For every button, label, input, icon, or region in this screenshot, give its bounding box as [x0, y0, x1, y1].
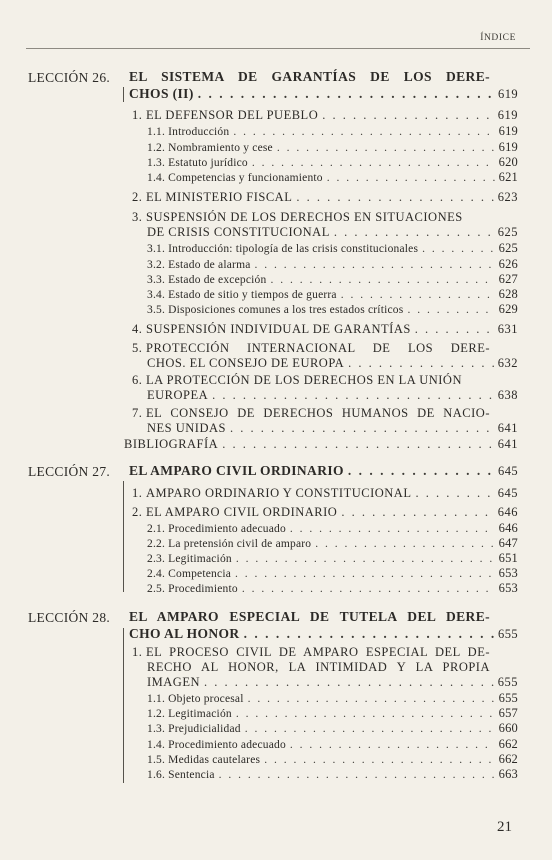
- lesson-title-cont: CHOS (II): [129, 86, 194, 101]
- page-ref: 619: [498, 87, 518, 101]
- entry-number: 3.2.: [147, 259, 166, 271]
- entry-number: 1.3.: [147, 723, 166, 735]
- dot-leader: [296, 190, 493, 205]
- page-ref: 632: [497, 356, 518, 370]
- dot-leader: [255, 258, 495, 273]
- entry-title-cont: NES UNIDAS: [147, 421, 226, 435]
- entry-number: 2.: [132, 190, 143, 204]
- entry-title: EL MINISTERIO FISCAL: [146, 190, 293, 204]
- entry-title: Procedimiento adecuado: [168, 739, 286, 751]
- entry-title: Legitimación: [168, 708, 232, 720]
- toc-entry[interactable]: [132, 341, 490, 356]
- toc-row[interactable]: [147, 737, 518, 753]
- entry-title: Estado de excepción: [168, 274, 267, 286]
- entry-title-cont: CHOS. EL CONSEJO DE EUROPA: [147, 356, 345, 370]
- toc-row[interactable]: [147, 225, 518, 240]
- dot-leader: [341, 288, 495, 303]
- toc-row[interactable]: [147, 706, 518, 722]
- dot-leader: [348, 463, 494, 478]
- dot-leader: [222, 437, 494, 452]
- page-ref: 662: [498, 752, 518, 766]
- entry-number: 2.5.: [147, 583, 166, 595]
- entry-number: 2.3.: [147, 553, 166, 565]
- lesson-title: EL AMPARO CIVIL ORDINARIO: [129, 463, 344, 478]
- entry-number: 3.: [132, 210, 143, 224]
- entry-number: 1.: [132, 645, 143, 659]
- entry-title: Objeto procesal: [168, 693, 244, 705]
- dot-leader: [270, 273, 494, 288]
- dot-leader: [415, 486, 493, 501]
- toc-row[interactable]: [147, 388, 518, 403]
- toc-row[interactable]: [129, 86, 518, 102]
- dot-leader: [334, 225, 494, 240]
- entry-number: 3.3.: [147, 274, 166, 286]
- page-ref: 660: [498, 721, 518, 735]
- entry-title: Medidas cautelares: [168, 754, 261, 766]
- entry-number: 1.1.: [147, 126, 166, 138]
- dot-leader: [236, 707, 495, 722]
- entry-number: 3.4.: [147, 289, 166, 301]
- toc-row[interactable]: [147, 521, 518, 537]
- toc-row[interactable]: [147, 272, 518, 288]
- entry-number: 3.5.: [147, 304, 166, 316]
- page-ref: 663: [498, 767, 518, 781]
- entry-number: 1.: [132, 108, 143, 122]
- entry-number: 2.: [132, 505, 143, 519]
- toc-row[interactable]: [147, 767, 518, 783]
- dot-leader: [322, 108, 494, 123]
- toc-row[interactable]: [147, 155, 518, 171]
- toc-row[interactable]: [147, 356, 518, 371]
- entry-title: Introducción: tipología de las crisis constitucionales: [168, 243, 419, 255]
- toc-row[interactable]: [132, 486, 518, 501]
- page-ref: 621: [498, 170, 518, 184]
- dot-leader: [327, 171, 495, 186]
- entry-title-cont: EUROPEA: [147, 388, 209, 402]
- toc-row[interactable]: [147, 551, 518, 567]
- vertical-bar: [123, 87, 124, 102]
- page-ref: 620: [498, 155, 518, 169]
- page-ref: 653: [498, 581, 518, 595]
- toc-row[interactable]: [147, 124, 518, 140]
- toc-row[interactable]: [147, 140, 518, 156]
- entry-title: EL CONSEJO DE DERECHOS HUMANOS DE NACIO-: [146, 406, 490, 420]
- dot-leader: [242, 582, 495, 597]
- entry-number: 1.: [132, 486, 143, 500]
- lesson-label: LECCIÓN 27.: [28, 464, 111, 479]
- entry-title-cont: DE CRISIS CONSTITUCIONAL: [147, 225, 330, 239]
- dot-leader: [236, 552, 495, 567]
- page-ref: 638: [497, 388, 518, 402]
- lesson-label: LECCIÓN 28.: [28, 610, 111, 625]
- entry-title: Competencia: [168, 568, 232, 580]
- toc-row[interactable]: [147, 170, 518, 186]
- toc-entry[interactable]: [132, 373, 490, 388]
- entry-number: 1.2.: [147, 142, 166, 154]
- lesson-title: EL SISTEMA DE GARANTÍAS DE LOS DERE-: [129, 69, 490, 84]
- dot-leader: [204, 675, 494, 690]
- entry-title: Competencias y funcionamiento: [168, 172, 323, 184]
- lesson-title: EL AMPARO ESPECIAL DE TUTELA DEL DERE-: [129, 609, 490, 624]
- entry-title: BIBLIOGRAFÍA: [124, 437, 219, 451]
- toc-row[interactable]: [147, 675, 518, 690]
- page-ref: 625: [497, 225, 518, 239]
- page-ref: 655: [497, 675, 518, 689]
- entry-title: SUSPENSIÓN INDIVIDUAL DE GARANTÍAS: [146, 322, 411, 336]
- entry-number: 4.: [132, 322, 143, 336]
- entry-title: Prejudicialidad: [168, 723, 241, 735]
- entry-title: Procedimiento: [168, 583, 238, 595]
- dot-leader: [290, 738, 495, 753]
- toc-entry[interactable]: [132, 645, 490, 660]
- page-ref: 628: [498, 287, 518, 301]
- page-ref: 619: [498, 140, 518, 154]
- dot-leader: [290, 522, 495, 537]
- dot-leader: [264, 753, 494, 768]
- entry-title: SUSPENSIÓN DE LOS DERECHOS EN SITUACIONES: [146, 210, 463, 224]
- entry-number: 1.4.: [147, 739, 166, 751]
- dot-leader: [277, 141, 495, 156]
- entry-title: Nombramiento y cese: [168, 142, 273, 154]
- toc-row[interactable]: [129, 626, 518, 642]
- entry-title: Sentencia: [168, 769, 215, 781]
- entry-number: 1.4.: [147, 172, 166, 184]
- entry-title: EL AMPARO CIVIL ORDINARIO: [146, 505, 338, 519]
- entry-title: Estado de alarma: [168, 259, 251, 271]
- dot-leader: [235, 567, 495, 582]
- page-ref: 623: [497, 190, 518, 204]
- toc-row[interactable]: [147, 752, 518, 768]
- toc-entry[interactable]: [132, 406, 490, 421]
- toc-row[interactable]: [147, 566, 518, 582]
- entry-title: Introducción: [168, 126, 230, 138]
- page-ref: 627: [498, 272, 518, 286]
- toc-row[interactable]: [132, 190, 518, 205]
- lesson-label: LECCIÓN 26.: [28, 70, 111, 85]
- page-ref: 619: [498, 124, 518, 138]
- vertical-bar: [123, 481, 124, 592]
- entry-number: 1.5.: [147, 754, 166, 766]
- entry-number: 2.4.: [147, 568, 166, 580]
- entry-number: 1.6.: [147, 769, 166, 781]
- page-ref: 647: [498, 536, 518, 550]
- page-ref: 645: [498, 464, 518, 478]
- toc-row[interactable]: [124, 437, 518, 452]
- page-ref: 646: [497, 505, 518, 519]
- entry-title: Estado de sitio y tiempos de guerra: [168, 289, 337, 301]
- toc-row[interactable]: [132, 108, 518, 123]
- toc-row[interactable]: [147, 721, 518, 737]
- vertical-bar: [123, 628, 124, 783]
- entry-title: Legitimación: [168, 553, 232, 565]
- dot-leader: [198, 86, 494, 101]
- page-ref: 619: [497, 108, 518, 122]
- page-ref: 653: [498, 566, 518, 580]
- toc-row[interactable]: [129, 463, 518, 479]
- page-ref: 641: [497, 437, 518, 451]
- entry-title: La pretensión civil de amparo: [168, 538, 312, 550]
- page-ref: 631: [497, 322, 518, 336]
- page-ref: 626: [498, 257, 518, 271]
- toc-row[interactable]: [147, 536, 518, 552]
- page-ref: 641: [497, 421, 518, 435]
- entry-title: LA PROTECCIÓN DE LOS DERECHOS EN LA UNIÓN: [146, 373, 462, 387]
- entry-title: PROTECCIÓN INTERNACIONAL DE LOS DERE-: [146, 341, 490, 355]
- toc-row[interactable]: [147, 241, 518, 257]
- entry-title: Disposiciones comunes a los tres estados críticos: [168, 304, 404, 316]
- dot-leader: [315, 537, 494, 552]
- entry-number: 1.1.: [147, 693, 166, 705]
- toc-row[interactable]: [147, 287, 518, 303]
- toc-row[interactable]: [147, 691, 518, 707]
- toc-row[interactable]: [132, 322, 518, 337]
- dot-leader: [341, 505, 493, 520]
- dot-leader: [245, 722, 495, 737]
- entry-title-cont: IMAGEN: [147, 675, 200, 689]
- entry-number: 7.: [132, 406, 143, 420]
- dot-leader: [248, 692, 495, 707]
- entry-number: 1.3.: [147, 157, 166, 169]
- page-ref: 662: [498, 737, 518, 751]
- page-number: 21: [497, 819, 512, 835]
- toc-row[interactable]: [132, 505, 518, 520]
- entry-title: AMPARO ORDINARIO Y CONSTITUCIONAL: [146, 486, 412, 500]
- entry-number: 3.1.: [147, 243, 166, 255]
- page-ref: 646: [498, 521, 518, 535]
- entry-title: EL DEFENSOR DEL PUEBLO: [146, 108, 319, 122]
- page-ref: 651: [498, 551, 518, 565]
- entry-title: Procedimiento adecuado: [168, 523, 286, 535]
- entry-title: Estatuto jurídico: [168, 157, 248, 169]
- dot-leader: [212, 388, 494, 403]
- dot-leader: [244, 626, 494, 641]
- toc-row[interactable]: [147, 302, 518, 318]
- page-ref: 645: [497, 486, 518, 500]
- page-ref: 629: [498, 302, 518, 316]
- dot-leader: [230, 421, 494, 436]
- page-ref: 625: [498, 241, 518, 255]
- toc-entry[interactable]: [132, 210, 490, 225]
- running-head: ÍNDICE: [480, 33, 516, 43]
- toc-row[interactable]: [147, 581, 518, 597]
- page-ref: 655: [498, 627, 518, 641]
- entry-number: 2.1.: [147, 523, 166, 535]
- dot-leader: [219, 768, 495, 783]
- dot-leader: [252, 156, 495, 171]
- dot-leader: [233, 125, 494, 140]
- toc-row[interactable]: [147, 257, 518, 273]
- entry-number: 5.: [132, 341, 143, 355]
- page-ref: 657: [498, 706, 518, 720]
- entry-number: 2.2.: [147, 538, 166, 550]
- toc-row[interactable]: [147, 421, 518, 436]
- dot-leader: [415, 322, 494, 337]
- entry-number: 6.: [132, 373, 143, 387]
- entry-number: 1.2.: [147, 708, 166, 720]
- page-ref: 655: [498, 691, 518, 705]
- lesson-title-cont: CHO AL HONOR: [129, 626, 240, 641]
- entry-title-cont: RECHO AL HONOR, LA INTIMIDAD Y LA PROPIA: [147, 660, 490, 674]
- dot-leader: [407, 303, 494, 318]
- dot-leader: [348, 356, 494, 371]
- dot-leader: [422, 242, 494, 257]
- entry-title: EL PROCESO CIVIL DE AMPARO ESPECIAL DEL DE-: [146, 645, 490, 659]
